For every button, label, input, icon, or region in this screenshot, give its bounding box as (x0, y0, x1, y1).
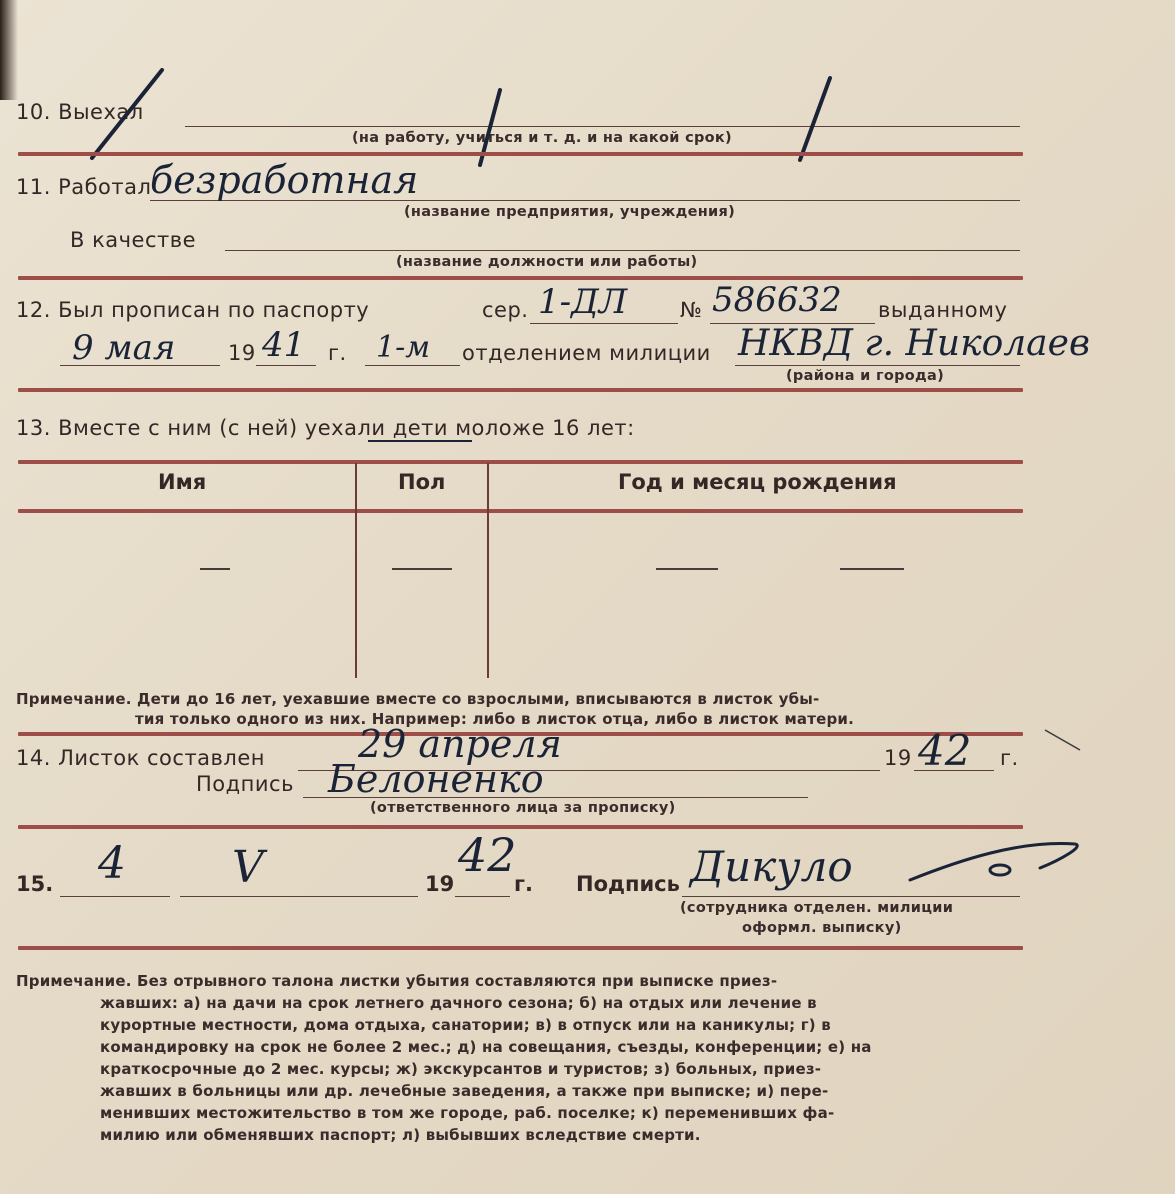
item15-day-underline (60, 896, 170, 897)
pencil-mark (1040, 725, 1090, 755)
item12-dept-label: отделением милиции (462, 341, 711, 365)
item12-year-suffix: 41 (262, 325, 306, 365)
item12-dept-value: 1-м (376, 330, 431, 365)
item12-dept-underline (365, 365, 460, 366)
item14-date-value: 29 апреля (358, 722, 562, 766)
note-footer-line: краткосрочные до 2 мес. курсы; ж) экскурсантов и туристов; з) больных, приез- (100, 1060, 822, 1078)
item15-month-underline (180, 896, 418, 897)
item15-year-prefix: 19 (425, 872, 455, 896)
table-header-name: Имя (158, 470, 207, 494)
item11-role-label: В качестве (70, 228, 197, 252)
note-children-line2: тия только одного из них. Например: либо в листок отца, либо в листок матери. (135, 710, 855, 728)
table-dash-birth-1 (656, 568, 718, 570)
note-footer-line: жавших: а) на дачи на срок летнего дачного сезона; б) на отдых или лечение в (100, 994, 817, 1012)
item13-ink-underline (368, 440, 472, 442)
item15-month: V (232, 842, 264, 893)
item10-caption: (на работу, учиться и т. д. и на какой срок) (352, 130, 732, 146)
item12-num-value: 586632 (712, 280, 842, 320)
table-header-birth: Год и месяц рождения (618, 470, 897, 494)
item15-sign-caption-2: оформл. выписку) (742, 920, 902, 936)
item12-label: 12. Был прописан по паспорту (16, 298, 370, 322)
item12-year-abbr: г. (328, 341, 347, 365)
note-footer-line: Примечание. Без отрывного талона листки убытия составляются при выписке приез- (16, 972, 778, 990)
item12-day-month: 9 мая (72, 328, 176, 368)
table-divider-1 (355, 463, 357, 678)
table-dash-birth-2 (840, 568, 904, 570)
signature-flourish (900, 830, 1090, 900)
item15-sign-caption-1: (сотрудника отделен. милиции (680, 900, 954, 916)
item12-issued-label: выданному (878, 298, 1008, 322)
item12-authority-value: НКВД г. Николаев (738, 323, 1090, 364)
table-header-sex: Пол (398, 470, 446, 494)
rule-11 (18, 276, 1023, 280)
item15-label: 15. (16, 872, 54, 896)
item11-label: 11. Работал (16, 175, 152, 199)
item14-sign-value: Белоненко (328, 757, 544, 801)
item12-ser-value: 1-ДЛ (538, 282, 628, 322)
item11-value: безработная (150, 158, 419, 202)
rule-13-top (18, 460, 1023, 464)
note-footer-line: командировку на срок не более 2 мес.; д) на совещания, съезды, конференции; е) на (100, 1038, 872, 1056)
item15-year-abbr: г. (514, 872, 533, 896)
item14-year-prefix: 19 (884, 746, 912, 770)
item15-sign-label: Подпись (576, 872, 680, 896)
item12-ser-underline (530, 323, 678, 324)
item14-label: 14. Листок составлен (16, 746, 265, 770)
note-footer-line: милию или обменявших паспорт; л) выбывших вследствие смерти. (100, 1126, 701, 1144)
item12-ser-label: сер. (482, 298, 529, 322)
rule-15 (18, 946, 1023, 950)
note-footer-line: курортные местности, дома отдыха, санатории; в) в отпуск или на каникулы; г) в (100, 1016, 831, 1034)
rule-13-header (18, 509, 1023, 513)
item14-sign-caption: (ответственного лица за прописку) (370, 800, 676, 816)
rule-10 (18, 152, 1023, 156)
rule-14 (18, 825, 1023, 829)
item11-role-caption: (название должности или работы) (396, 254, 698, 270)
note-children-line1: Примечание. Дети до 16 лет, уехавшие вместе со взрослыми, вписываются в листок убы- (16, 690, 820, 708)
item15-year-underline (455, 896, 510, 897)
item14-sign-label: Подпись (196, 772, 294, 796)
item12-authority-underline (735, 365, 1020, 366)
item13-label: 13. Вместе с ним (с ней) уехали дети моложе 16 лет: (16, 416, 635, 440)
item14-year-abbr: г. (1000, 746, 1019, 770)
table-dash-name (200, 568, 230, 570)
item12-year-underline (256, 365, 316, 366)
item11-caption: (название предприятия, учреждения) (404, 204, 736, 220)
item12-year-prefix: 19 (228, 341, 256, 365)
item14-year-value: 42 (918, 726, 972, 775)
item12-num-label: № (680, 298, 703, 322)
item12-authority-caption: (района и города) (786, 368, 945, 384)
table-divider-2 (487, 463, 489, 678)
item11-role-underline (225, 250, 1020, 251)
rule-12 (18, 388, 1023, 392)
item15-day: 4 (98, 838, 126, 889)
table-dash-sex (392, 568, 452, 570)
torn-edge (0, 0, 18, 100)
note-footer (16, 970, 872, 1146)
item15-year-value: 42 (458, 828, 517, 882)
note-footer-line: жавших в больницы или др. лечебные заведения, а также при выписке; и) пере- (100, 1082, 829, 1100)
item10-label: 10. Выехал (16, 100, 144, 124)
item15-sign-value: Дикуло (690, 842, 853, 891)
note-footer-line: менивших местожительство в том же городе, раб. поселке; к) переменивших фа- (100, 1104, 835, 1122)
